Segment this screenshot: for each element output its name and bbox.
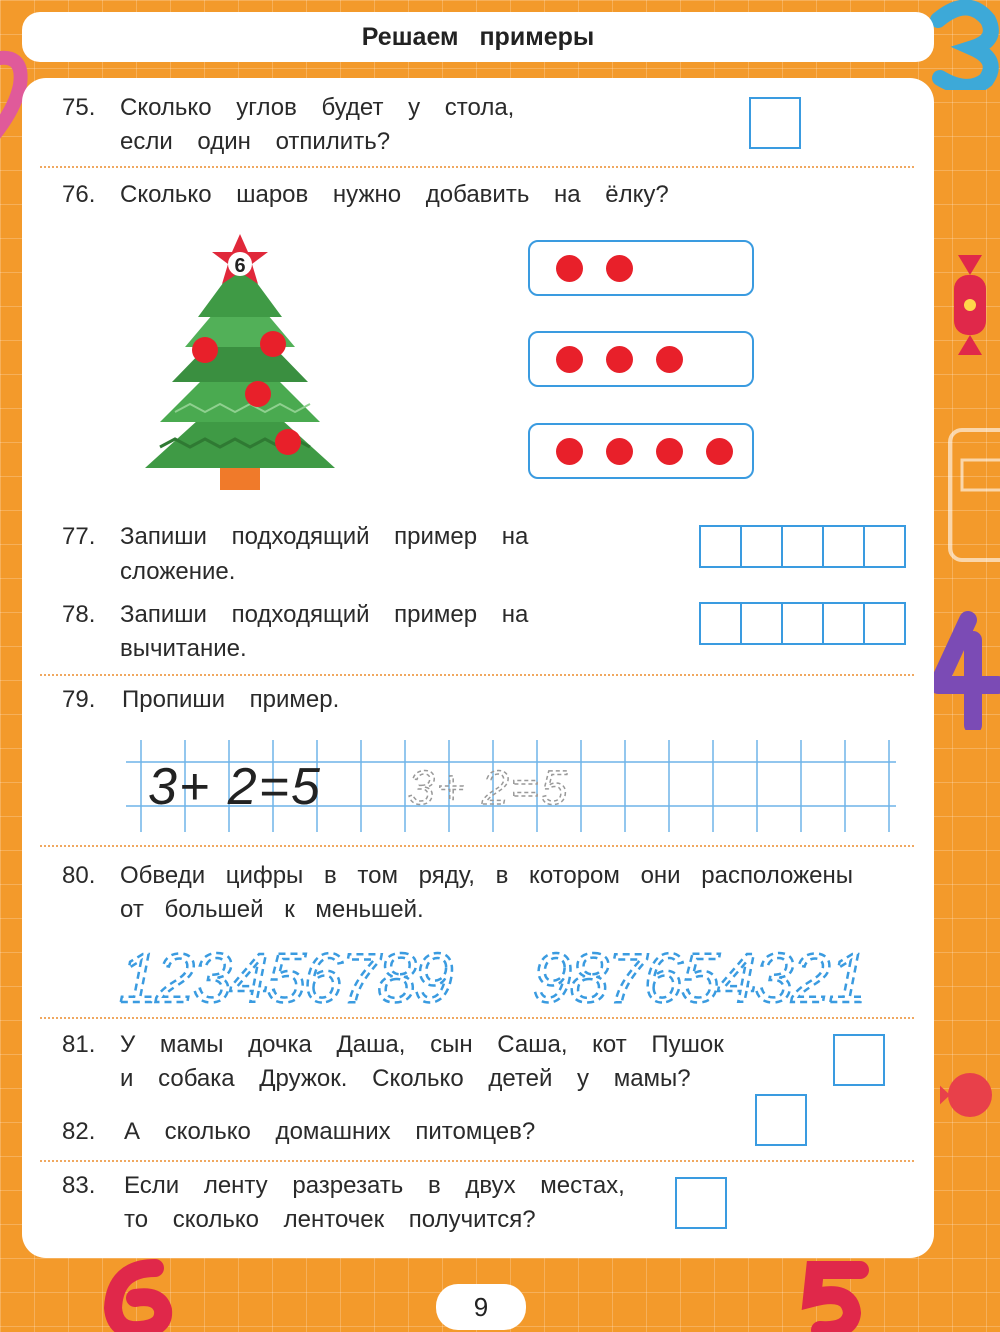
separator [40, 166, 914, 168]
digit-row-descending[interactable]: 987654321 [533, 939, 866, 1013]
decor-candy-2 [940, 1050, 1000, 1140]
task-75-text-line2: если один отпилить? [120, 128, 391, 155]
task-82-answer-box[interactable] [755, 1094, 807, 1146]
task-83-number: 83. [62, 1172, 96, 1199]
task-77-answer-cells[interactable] [699, 525, 904, 568]
decor-number-four [928, 610, 1000, 730]
task-78-text-line2: вычитание. [120, 635, 247, 662]
task-76-number: 76. [62, 181, 96, 208]
task-77-number: 77. [62, 523, 96, 550]
example-solid: 3+ 2=5 [148, 758, 322, 816]
example-traceable[interactable]: 3+ 2=5 [408, 762, 570, 815]
task-80-number: 80. [62, 862, 96, 889]
page-number: 9 [436, 1284, 526, 1330]
task-82-text: А сколько домашних питомцев? [124, 1118, 536, 1145]
decor-candy [940, 250, 1000, 360]
task-81-number: 81. [62, 1031, 96, 1058]
decor-number-five [790, 1258, 880, 1332]
digit-rows [115, 938, 905, 1013]
task-81-answer-box[interactable] [833, 1034, 885, 1086]
task-76-text: Сколько шаров нужно добавить на ёлку? [120, 181, 669, 208]
task-80-text-line2: от большей к меньшей. [120, 896, 424, 923]
ball-option-2[interactable] [528, 240, 754, 296]
ball-option-3[interactable] [528, 331, 754, 387]
decor-calculator-outline [940, 420, 1000, 570]
task-81-text-line2: и собака Дружок. Сколько детей у мамы? [120, 1065, 691, 1092]
separator [40, 845, 914, 847]
task-75-text-line1: Сколько углов будет у стола, [120, 94, 515, 121]
task-83-text-line2: то сколько ленточек получится? [124, 1206, 536, 1233]
separator [40, 674, 914, 676]
separator [40, 1160, 914, 1162]
decor-number-six [95, 1258, 185, 1332]
task-78-number: 78. [62, 601, 96, 628]
copybook-grid [126, 740, 896, 832]
task-83-text-line1: Если ленту разрезать в двух местах, [124, 1172, 625, 1199]
task-79-number: 79. [62, 686, 96, 713]
tree-star-number: 6 [234, 255, 246, 277]
task-78-answer-cells[interactable] [699, 602, 904, 645]
page-title: Решаем примеры [22, 12, 934, 62]
task-77-text-line2: сложение. [120, 558, 236, 585]
ball-option-4[interactable] [528, 423, 754, 479]
task-78-text-line1: Запиши подходящий пример на [120, 601, 529, 628]
task-79-text: Пропиши пример. [122, 686, 340, 713]
task-75-number: 75. [62, 94, 96, 121]
task-75-answer-box[interactable] [749, 97, 801, 149]
task-77-text-line1: Запиши подходящий пример на [120, 523, 529, 550]
task-83-answer-box[interactable] [675, 1177, 727, 1229]
decor-number-three [928, 0, 1000, 90]
digit-row-ascending[interactable]: 123456789 [119, 939, 452, 1013]
task-81-text-line1: У мамы дочка Даша, сын Саша, кот Пушок [120, 1031, 724, 1058]
task-80-text-line1: Обведи цифры в том ряду, в котором они расположены [120, 862, 854, 889]
task-82-number: 82. [62, 1118, 96, 1145]
christmas-tree-illustration [140, 232, 340, 492]
separator [40, 1017, 914, 1019]
